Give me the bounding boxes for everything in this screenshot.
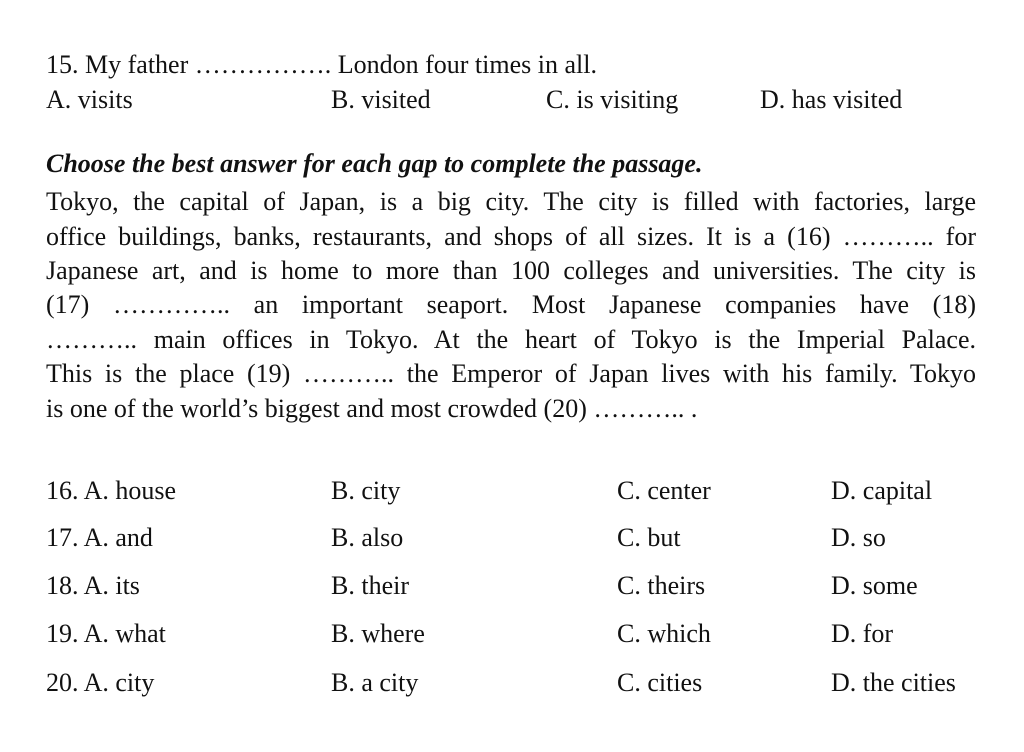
passage-line-3: Japanese art, and is home to more than 100 colleges and universities. The city is <box>46 256 976 285</box>
q15-option-c: C. is visiting <box>546 85 679 114</box>
q19-option-a: 19. A. what <box>46 619 166 648</box>
q15-option-a: A. visits <box>46 85 133 114</box>
q15-option-b: B. visited <box>331 85 431 114</box>
q17-option-c: C. but <box>617 523 681 552</box>
q20-option-a: 20. A. city <box>46 668 155 697</box>
q19-option-d: D. for <box>831 619 894 648</box>
passage-line-6: This is the place (19) ……….. the Emperor of Japan lives with his family. Tokyo <box>46 359 976 388</box>
q16-option-b: B. city <box>331 476 401 505</box>
passage-line-4: (17) ………….. an important seaport. Most Japanese companies have (18) <box>46 290 976 319</box>
q19-option-c: C. which <box>617 619 711 648</box>
question-15-stem: 15. My father ……………. London four times in all. <box>46 50 597 79</box>
q16-option-c: C. center <box>617 476 711 505</box>
q15-option-d: D. has visited <box>760 85 903 114</box>
passage-line-2: office buildings, banks, restaurants, and shops of all sizes. It is a (16) ……….. for <box>46 222 976 251</box>
q18-option-a: 18. A. its <box>46 571 140 600</box>
section-instruction: Choose the best answer for each gap to complete the passage. <box>46 149 703 178</box>
q16-option-d: D. capital <box>831 476 933 505</box>
q19-option-b: B. where <box>331 619 425 648</box>
q20-option-c: C. cities <box>617 668 703 697</box>
q18-option-c: C. theirs <box>617 571 706 600</box>
q17-option-d: D. so <box>831 523 886 552</box>
q18-option-d: D. some <box>831 571 918 600</box>
q17-option-a: 17. A. and <box>46 523 153 552</box>
q17-option-b: B. also <box>331 523 404 552</box>
passage-line-1: Tokyo, the capital of Japan, is a big city. The city is filled with factories, large <box>46 187 976 216</box>
q16-option-a: 16. A. house <box>46 476 176 505</box>
q18-option-b: B. their <box>331 571 409 600</box>
passage-line-5: ……….. main offices in Tokyo. At the heart of Tokyo is the Imperial Palace. <box>46 325 976 354</box>
q20-option-b: B. a city <box>331 668 419 697</box>
passage-line-7: is one of the world’s biggest and most crowded (20) ……….. . <box>46 394 698 423</box>
q20-option-d: D. the cities <box>831 668 956 697</box>
